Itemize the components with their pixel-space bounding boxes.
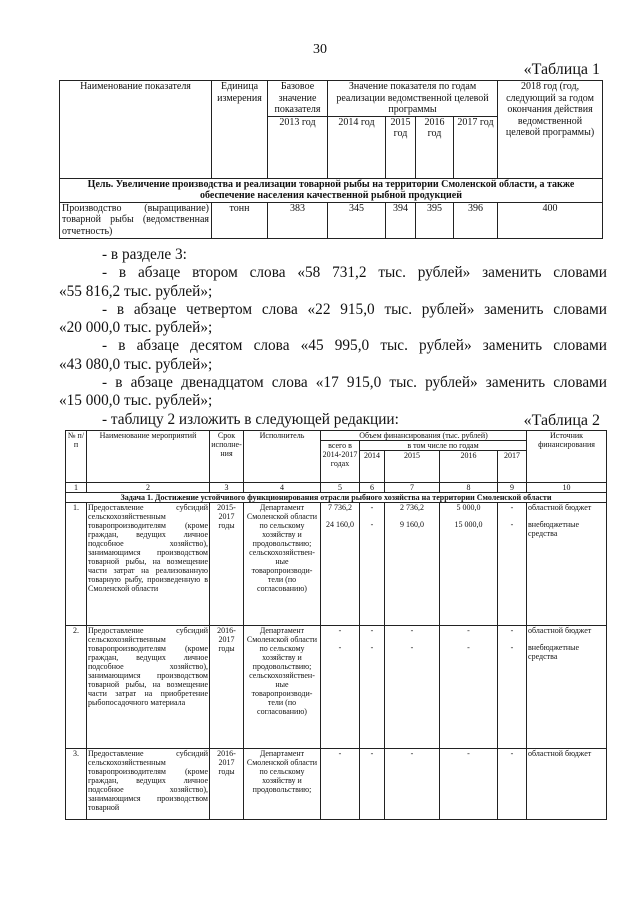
t2-header-term: Срок исполне-ния: [210, 431, 244, 483]
t2-row-term: 2016-2017 годы: [210, 749, 244, 820]
t2-row-source: областной бюджет: [527, 749, 607, 820]
t2-row-2014: - -: [360, 626, 385, 749]
t2-task-row: Задача 1. Достижение устойчивого функционирования отрасли рыбного хозяйства на территории Смоленской области: [66, 493, 607, 503]
t2-row-2015: - -: [385, 626, 440, 749]
indicators-table: [59, 80, 603, 239]
t2-row-num: 2.: [66, 626, 87, 749]
t2-row-executor: Департамент Смоленской области по сельскому хозяйству и продовольствию;: [244, 749, 321, 820]
t2-header-2015: 2015: [385, 451, 440, 483]
page-number: 30: [313, 42, 327, 57]
table-row: [66, 626, 607, 749]
amendments-text: [59, 246, 607, 429]
t2-row-2016: - -: [440, 626, 498, 749]
paragraph-line: - в разделе 3:: [102, 246, 187, 263]
t2-colnum: 3: [210, 483, 244, 493]
t1-header-2017: 2017 год: [454, 116, 498, 178]
funding-table: [65, 430, 607, 820]
t2-colnum: 4: [244, 483, 321, 493]
t2-row-2017: - -: [498, 503, 527, 626]
t2-row-total: - -: [321, 626, 360, 749]
t1-row-2018: 400: [498, 202, 603, 238]
t2-row-2016: -: [440, 749, 498, 820]
t2-row-executor: Департамент Смоленской области по сельскому хозяйству и продовольствию; сельскохозяйствен-ные товаропроизводи-тели (по согласованию): [244, 503, 321, 626]
t2-colnum: 7: [385, 483, 440, 493]
t2-header-source: Источник финансирования: [527, 431, 607, 483]
table-row: [66, 749, 607, 820]
t1-row-name: Производство (выращивание) товарной рыбы (ведомственная отчетность): [60, 202, 212, 238]
t2-row-source: областной бюджет внебюджетные средства: [527, 503, 607, 626]
t2-header-2014: 2014: [360, 451, 385, 483]
paragraph-line: - в абзаце четвертом слова «22 915,0 тыс. рублей» заменить словами: [102, 300, 607, 318]
t2-row-name: Предоставление субсидий сельскохозяйственным товаропроизводителям (кроме граждан, ведущих личное подсобное хозяйство), занимающимся производством товарной рыбы, на возмещение части затрат на реализованную товарную рыбу, произведенную в Смоленской области: [87, 503, 210, 626]
t2-row-2016: 5 000,0 15 000,0: [440, 503, 498, 626]
t2-colnum: 2: [87, 483, 210, 493]
t1-header-unit: Единица измерения: [212, 81, 268, 179]
t2-row-num: 3.: [66, 749, 87, 820]
t2-colnum: 9: [498, 483, 527, 493]
t2-header-incl: в том числе по годам: [360, 441, 527, 451]
t2-row-2014: - -: [360, 503, 385, 626]
t2-row-num: 1.: [66, 503, 87, 626]
t2-row-total: -: [321, 749, 360, 820]
t2-row-term: 2016-2017 годы: [210, 626, 244, 749]
t1-header-base: Базовое значение показателя: [268, 81, 328, 117]
paragraph-line: «43 080,0 тыс. рублей»;: [59, 355, 213, 373]
t2-row-2017: -: [498, 749, 527, 820]
t2-colnum: 8: [440, 483, 498, 493]
t2-row-executor: Департамент Смоленской области по сельскому хозяйству и продовольствию; сельскохозяйствен-ные товаропроизводи-тели (по согласованию): [244, 626, 321, 749]
t2-header-name: Наименование мероприятий: [87, 431, 210, 483]
t2-header-executor: Исполнитель: [244, 431, 321, 483]
t1-row-base: 383: [268, 202, 328, 238]
t2-row-term: 2015-2017 годы: [210, 503, 244, 626]
t1-row-unit: тонн: [212, 202, 268, 238]
table1-caption: «Таблица 1: [523, 61, 600, 78]
t2-colnum: 6: [360, 483, 385, 493]
t1-header-2015: 2015 год: [386, 116, 416, 178]
t2-header-volume: Объем финансирования (тыс. рублей): [321, 431, 527, 441]
table2-caption: «Таблица 2: [523, 412, 600, 429]
t2-header-total: всего в 2014-2017 годах: [321, 441, 360, 483]
t1-header-indicator: Наименование показателя: [60, 81, 212, 179]
t1-goal-row: Цель. Увеличение производства и реализации товарной рыбы на территории Смоленской области, а также обеспечение населения качественной рыбной продукцией: [60, 178, 603, 202]
t2-row-name: Предоставление субсидий сельскохозяйственным товаропроизводителям (кроме граждан, ведущих личное подсобное хозяйство), занимающимся производством товарной: [87, 749, 210, 820]
t2-row-2015: -: [385, 749, 440, 820]
paragraph-line: - таблицу 2 изложить в следующей редакции:: [102, 410, 399, 428]
t2-row-total: 7 736,2 24 160,0: [321, 503, 360, 626]
t1-row-2014: 345: [328, 202, 386, 238]
paragraph-line: - в абзаце двенадцатом слова «17 915,0 тыс. рублей» заменить словами: [102, 374, 607, 392]
t1-header-2016: 2016 год: [416, 116, 454, 178]
table-row: [66, 503, 607, 626]
t1-header-values-group: Значение показателя по годам реализации ведомственной целевой программы: [328, 81, 498, 117]
t1-header-2014: 2014 год: [328, 116, 386, 178]
paragraph-line: «20 000,0 тыс. рублей»;: [59, 319, 213, 337]
t2-header-2016: 2016: [440, 451, 498, 483]
t2-row-source: областной бюджет внебюджетные средства: [527, 626, 607, 749]
t1-row-2015: 394: [386, 202, 416, 238]
t1-row-2017: 396: [454, 202, 498, 238]
paragraph-line: - в абзаце втором слова «58 731,2 тыс. рублей» заменить словами: [102, 264, 607, 282]
t1-header-base-year: 2013 год: [268, 116, 328, 178]
t2-row-2017: - -: [498, 626, 527, 749]
t2-colnum: 10: [527, 483, 607, 493]
t2-colnum: 1: [66, 483, 87, 493]
t2-header-2017: 2017: [498, 451, 527, 483]
t1-header-after-2018: 2018 год (год, следующий за годом окончания действия ведомственной целевой программы): [498, 81, 603, 179]
paragraph-line: «55 816,2 тыс. рублей»;: [59, 282, 213, 300]
t2-row-2014: -: [360, 749, 385, 820]
t2-row-name: Предоставление субсидий сельскохозяйственным товаропроизводителям (кроме граждан, ведущих личное подсобное хозяйство), занимающимся производством товарной рыбы, на возмещение части затрат на приобретение рыбопосадочного материала: [87, 626, 210, 749]
t1-row-2016: 395: [416, 202, 454, 238]
t2-row-2015: 2 736,2 9 160,0: [385, 503, 440, 626]
paragraph-line: - в абзаце десятом слова «45 995,0 тыс. рублей» заменить словами: [102, 337, 607, 355]
t2-header-num: № п/п: [66, 431, 87, 483]
t2-colnum: 5: [321, 483, 360, 493]
paragraph-line: «15 000,0 тыс. рублей»;: [59, 392, 213, 410]
